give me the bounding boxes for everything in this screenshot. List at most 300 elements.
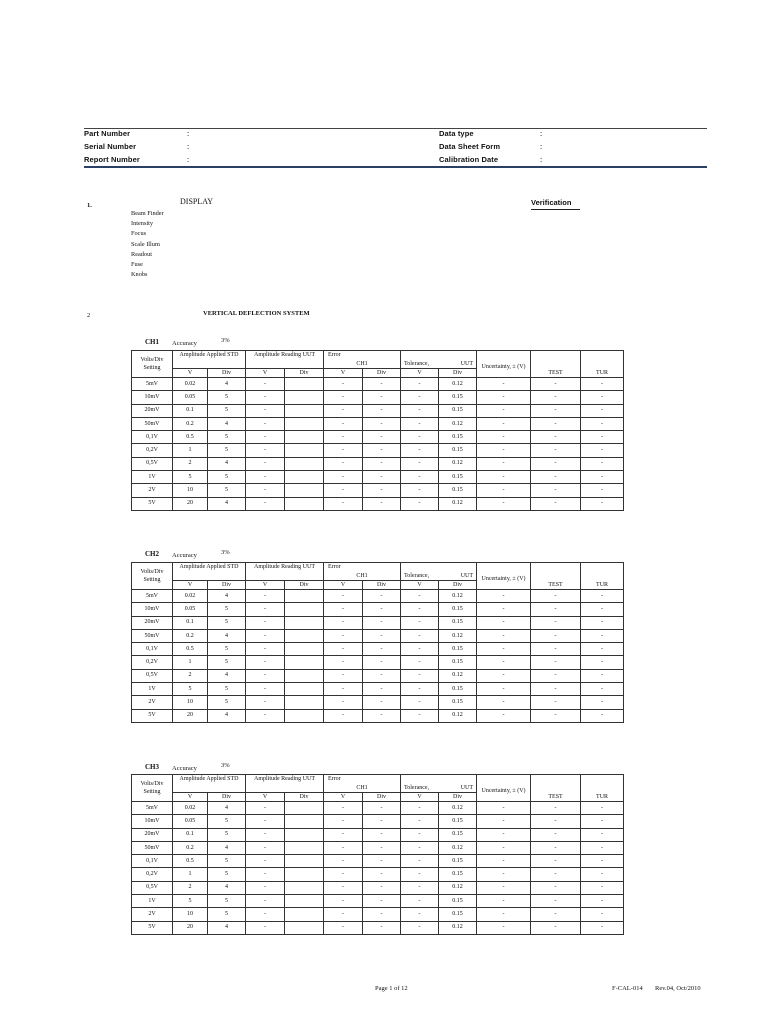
- table-cell: 4: [208, 709, 246, 722]
- table-cell: 5V: [132, 709, 173, 722]
- table-cell: 2V: [132, 908, 173, 921]
- table-cell: -: [581, 616, 624, 629]
- header-tur-blank: [581, 351, 624, 369]
- table-cell: -: [401, 921, 439, 934]
- table-cell: [285, 828, 324, 841]
- table-cell: [285, 855, 324, 868]
- table-cell: 0.15: [439, 603, 477, 616]
- table-cell: [285, 643, 324, 656]
- header-amplitude-reading: Amplitude Reading UUT: [246, 351, 324, 369]
- table-cell: -: [363, 643, 401, 656]
- table-cell: 0.12: [439, 921, 477, 934]
- table-cell: -: [477, 603, 531, 616]
- table-cell: 0.15: [439, 484, 477, 497]
- table-cell: 1: [173, 656, 208, 669]
- table-cell: -: [531, 444, 581, 457]
- table-cell: [285, 471, 324, 484]
- table-cell: 4: [208, 629, 246, 642]
- table-cell: 0.02: [173, 590, 208, 603]
- header-sub-div: Div: [439, 793, 477, 802]
- table-cell: -: [324, 616, 363, 629]
- table-cell: -: [246, 378, 285, 391]
- table-cell: -: [324, 431, 363, 444]
- part-number-colon: :: [187, 129, 190, 138]
- table-cell: 4: [208, 841, 246, 854]
- calibration-date-label: Calibration Date: [439, 155, 499, 164]
- table-cell: 5: [208, 815, 246, 828]
- table-cell: -: [324, 457, 363, 470]
- data-type-colon: :: [540, 129, 543, 138]
- table-cell: -: [401, 431, 439, 444]
- table-cell: -: [531, 855, 581, 868]
- table-cell: -: [363, 391, 401, 404]
- table-cell: -: [246, 815, 285, 828]
- table-cell: -: [324, 656, 363, 669]
- table-cell: -: [477, 457, 531, 470]
- table-cell: [285, 457, 324, 470]
- table-cell: [285, 841, 324, 854]
- table-row: [132, 696, 624, 709]
- header-error-channel: CH1: [356, 573, 368, 579]
- table-cell: 0,5V: [132, 457, 173, 470]
- header-volts-div: Volts/Div Setting: [132, 351, 173, 378]
- table-cell: 0.1: [173, 828, 208, 841]
- header-sub-div: Div: [363, 793, 401, 802]
- table-cell: 0,1V: [132, 431, 173, 444]
- table-row: [132, 629, 624, 642]
- header-tolerance-label: Tolerance,: [404, 361, 430, 367]
- table-row: [132, 921, 624, 934]
- table-row: [132, 828, 624, 841]
- table-cell: 10mV: [132, 603, 173, 616]
- table-cell: 5: [208, 868, 246, 881]
- table-cell: 2V: [132, 484, 173, 497]
- table-cell: -: [477, 895, 531, 908]
- header-amplitude-applied: Amplitude Applied STD: [173, 563, 246, 581]
- serial-number-label: Serial Number: [84, 142, 137, 151]
- table-cell: 0.12: [439, 709, 477, 722]
- table-cell: -: [401, 444, 439, 457]
- table-cell: -: [324, 828, 363, 841]
- table-cell: -: [581, 378, 624, 391]
- table-cell: [285, 497, 324, 510]
- table-cell: 4: [208, 669, 246, 682]
- table-cell: -: [477, 881, 531, 894]
- table-cell: -: [531, 431, 581, 444]
- table-cell: -: [246, 828, 285, 841]
- table-cell: -: [581, 590, 624, 603]
- table-cell: -: [401, 629, 439, 642]
- table-cell: -: [363, 378, 401, 391]
- table-cell: 0.12: [439, 378, 477, 391]
- table-cell: -: [531, 815, 581, 828]
- table-cell: -: [401, 457, 439, 470]
- channel-name: CH1: [145, 338, 159, 346]
- table-cell: [285, 696, 324, 709]
- table-cell: 0,5V: [132, 669, 173, 682]
- table-row: [132, 656, 624, 669]
- header-sub-v: V: [173, 369, 208, 378]
- table-cell: -: [401, 696, 439, 709]
- header-sub-div: Div: [285, 581, 324, 590]
- table-cell: 5: [173, 471, 208, 484]
- header-tolerance-uut: UUT: [460, 785, 474, 791]
- header-sub-v: V: [246, 369, 285, 378]
- table-cell: 5: [208, 484, 246, 497]
- table-cell: [285, 656, 324, 669]
- table-cell: -: [401, 895, 439, 908]
- table-cell: -: [477, 629, 531, 642]
- table-cell: -: [401, 908, 439, 921]
- table-cell: -: [531, 616, 581, 629]
- table-cell: -: [363, 444, 401, 457]
- table-cell: -: [477, 643, 531, 656]
- header-sub-div: Div: [208, 793, 246, 802]
- table-cell: 5mV: [132, 378, 173, 391]
- table-cell: -: [246, 802, 285, 815]
- table-cell: 0.12: [439, 457, 477, 470]
- table-cell: -: [531, 868, 581, 881]
- table-cell: -: [363, 404, 401, 417]
- header-uncertainty: Uncertainty, ± (V): [477, 775, 531, 802]
- table-cell: -: [531, 895, 581, 908]
- header-error-label: Error: [328, 564, 341, 570]
- table-cell: 0.15: [439, 444, 477, 457]
- header-error: [324, 563, 401, 581]
- table-cell: 0,5V: [132, 881, 173, 894]
- section2-title: VERTICAL DEFLECTION SYSTEM: [203, 310, 310, 317]
- table-cell: -: [324, 444, 363, 457]
- table-cell: -: [246, 841, 285, 854]
- table-cell: 10: [173, 908, 208, 921]
- table-cell: 5: [208, 643, 246, 656]
- calibration-table: [131, 774, 624, 935]
- header-tolerance: [401, 351, 477, 369]
- table-cell: -: [531, 696, 581, 709]
- table-cell: -: [401, 471, 439, 484]
- table-cell: 0,1V: [132, 643, 173, 656]
- table-row: [132, 497, 624, 510]
- revision: Rev.04, Oct/2010: [655, 985, 701, 992]
- table-cell: -: [531, 669, 581, 682]
- table-cell: 10: [173, 484, 208, 497]
- display-item: Focus: [131, 230, 147, 238]
- table-cell: 0.12: [439, 881, 477, 894]
- calibration-table: [131, 562, 624, 723]
- verification-label: Verification: [531, 198, 572, 207]
- header-uncertainty: Uncertainty, ± (V): [477, 351, 531, 378]
- table-cell: -: [581, 855, 624, 868]
- table-cell: -: [246, 471, 285, 484]
- table-cell: 5: [208, 656, 246, 669]
- table-cell: -: [324, 643, 363, 656]
- channel-name: CH3: [145, 763, 159, 771]
- header-tolerance: [401, 563, 477, 581]
- header-tolerance-label: Tolerance,: [404, 573, 430, 579]
- table-cell: 0.15: [439, 431, 477, 444]
- table-cell: [285, 404, 324, 417]
- table-cell: -: [401, 643, 439, 656]
- table-cell: -: [477, 431, 531, 444]
- table-cell: -: [246, 417, 285, 430]
- display-item: Intensity: [131, 220, 154, 228]
- table-cell: 0.15: [439, 815, 477, 828]
- table-cell: [285, 868, 324, 881]
- header-uncertainty: Uncertainty, ± (V): [477, 563, 531, 590]
- table-row: [132, 417, 624, 430]
- table-cell: -: [581, 841, 624, 854]
- table-row: [132, 590, 624, 603]
- table-cell: -: [477, 921, 531, 934]
- accuracy-label: Accuracy: [172, 765, 197, 772]
- table-cell: 20: [173, 497, 208, 510]
- table-cell: -: [363, 815, 401, 828]
- table-cell: -: [246, 908, 285, 921]
- table-cell: -: [324, 908, 363, 921]
- table-cell: 0.05: [173, 815, 208, 828]
- table-row: [132, 802, 624, 815]
- table-cell: -: [531, 709, 581, 722]
- table-row: [132, 855, 624, 868]
- table-cell: -: [363, 417, 401, 430]
- table-cell: 4: [208, 457, 246, 470]
- table-cell: -: [477, 471, 531, 484]
- display-item: Readout: [131, 250, 152, 258]
- table-cell: -: [363, 629, 401, 642]
- table-cell: 0.02: [173, 378, 208, 391]
- header-tur-blank: [581, 563, 624, 581]
- display-check-list: [131, 209, 164, 280]
- header-amplitude-applied: Amplitude Applied STD: [173, 775, 246, 793]
- part-number-label: Part Number: [84, 129, 131, 138]
- table-cell: -: [531, 908, 581, 921]
- table-cell: -: [401, 391, 439, 404]
- table-cell: -: [581, 417, 624, 430]
- header-top-rule: [84, 128, 707, 129]
- table-cell: -: [246, 404, 285, 417]
- table-cell: 0.05: [173, 391, 208, 404]
- table-row: [132, 868, 624, 881]
- table-cell: 0.12: [439, 417, 477, 430]
- table-cell: 5V: [132, 921, 173, 934]
- table-cell: 50mV: [132, 841, 173, 854]
- table-cell: -: [401, 404, 439, 417]
- header-sub-v: V: [246, 581, 285, 590]
- table-cell: -: [581, 709, 624, 722]
- table-cell: -: [581, 484, 624, 497]
- table-cell: 0.2: [173, 841, 208, 854]
- table-cell: -: [531, 378, 581, 391]
- header-sub-div: Div: [363, 369, 401, 378]
- data-sheet-form-label: Data Sheet Form: [439, 142, 501, 151]
- table-row: [132, 616, 624, 629]
- table-cell: -: [581, 802, 624, 815]
- header-tolerance-uut: UUT: [460, 573, 474, 579]
- table-cell: -: [324, 868, 363, 881]
- table-cell: -: [581, 696, 624, 709]
- table-cell: [285, 709, 324, 722]
- table-cell: 1V: [132, 895, 173, 908]
- table-cell: 0.15: [439, 908, 477, 921]
- table-cell: -: [401, 841, 439, 854]
- table-cell: -: [363, 683, 401, 696]
- table-cell: 5mV: [132, 590, 173, 603]
- header-error: [324, 351, 401, 369]
- table-row: [132, 908, 624, 921]
- table-cell: -: [401, 855, 439, 868]
- table-cell: -: [363, 696, 401, 709]
- display-item: Knobs: [131, 271, 148, 279]
- table-cell: -: [246, 643, 285, 656]
- table-cell: -: [581, 431, 624, 444]
- header-volts-div: Volts/Div Setting: [132, 775, 173, 802]
- section1-title: DISPLAY: [180, 197, 214, 206]
- table-cell: -: [581, 391, 624, 404]
- table-cell: -: [363, 590, 401, 603]
- table-cell: -: [477, 696, 531, 709]
- table-cell: 4: [208, 802, 246, 815]
- data-type-label: Data type: [439, 129, 474, 138]
- table-cell: 4: [208, 497, 246, 510]
- table-cell: -: [401, 616, 439, 629]
- table-cell: -: [477, 378, 531, 391]
- table-cell: [285, 669, 324, 682]
- table-cell: -: [477, 855, 531, 868]
- table-cell: -: [401, 802, 439, 815]
- header-test: TEST: [531, 793, 581, 802]
- display-item: Beam Finder: [131, 210, 164, 217]
- section1-number: 1.: [87, 202, 92, 209]
- header-sub-div: Div: [439, 581, 477, 590]
- table-cell: [285, 881, 324, 894]
- table-cell: -: [324, 590, 363, 603]
- table-cell: -: [401, 881, 439, 894]
- header-error-label: Error: [328, 776, 341, 782]
- table-cell: -: [477, 590, 531, 603]
- table-cell: 0.15: [439, 471, 477, 484]
- calibration-date-colon: :: [540, 155, 543, 164]
- table-cell: -: [477, 616, 531, 629]
- table-cell: -: [324, 895, 363, 908]
- table-cell: -: [477, 497, 531, 510]
- table-cell: 0.15: [439, 616, 477, 629]
- table-cell: -: [401, 669, 439, 682]
- table-cell: -: [581, 404, 624, 417]
- table-cell: 0,2V: [132, 444, 173, 457]
- table-cell: -: [531, 391, 581, 404]
- table-cell: 5: [208, 404, 246, 417]
- table-cell: [285, 417, 324, 430]
- table-cell: 20mV: [132, 616, 173, 629]
- table-cell: 2: [173, 669, 208, 682]
- table-cell: [285, 921, 324, 934]
- table-cell: 2: [173, 457, 208, 470]
- table-cell: [285, 802, 324, 815]
- table-cell: -: [246, 656, 285, 669]
- table-cell: -: [363, 484, 401, 497]
- header-sub-v: V: [401, 793, 439, 802]
- table-cell: -: [531, 683, 581, 696]
- table-cell: 0.15: [439, 828, 477, 841]
- table-cell: 10: [173, 696, 208, 709]
- table-cell: 0.2: [173, 629, 208, 642]
- header-sub-div: Div: [285, 793, 324, 802]
- table-cell: -: [581, 656, 624, 669]
- table-cell: [285, 616, 324, 629]
- table-cell: -: [477, 815, 531, 828]
- table-cell: 5: [208, 431, 246, 444]
- table-row: [132, 471, 624, 484]
- table-cell: 5: [208, 603, 246, 616]
- header-sub-v: V: [246, 793, 285, 802]
- table-cell: -: [581, 921, 624, 934]
- header-tur: TUR: [581, 793, 624, 802]
- table-cell: -: [363, 709, 401, 722]
- table-cell: 0.15: [439, 643, 477, 656]
- table-cell: [285, 603, 324, 616]
- table-cell: -: [581, 497, 624, 510]
- table-cell: -: [477, 404, 531, 417]
- table-cell: 20: [173, 921, 208, 934]
- table-cell: 0,2V: [132, 656, 173, 669]
- table-cell: -: [477, 656, 531, 669]
- table-cell: -: [401, 709, 439, 722]
- table-cell: -: [324, 696, 363, 709]
- table-cell: -: [246, 484, 285, 497]
- table-row: [132, 643, 624, 656]
- table-cell: 0.5: [173, 855, 208, 868]
- table-cell: 1V: [132, 683, 173, 696]
- data-sheet-form-colon: :: [540, 142, 543, 151]
- table-cell: 0.12: [439, 669, 477, 682]
- table-cell: -: [324, 683, 363, 696]
- table-cell: -: [324, 855, 363, 868]
- table-row: [132, 895, 624, 908]
- table-cell: 5: [208, 391, 246, 404]
- header-amplitude-applied: Amplitude Applied STD: [173, 351, 246, 369]
- table-cell: -: [531, 921, 581, 934]
- table-cell: 5: [208, 895, 246, 908]
- header-test-blank: [531, 775, 581, 793]
- table-cell: 0.02: [173, 802, 208, 815]
- header-sub-div: Div: [208, 369, 246, 378]
- header-tolerance-label: Tolerance,: [404, 785, 430, 791]
- header-error-channel: CH1: [356, 361, 368, 367]
- table-cell: -: [477, 444, 531, 457]
- table-cell: 1V: [132, 471, 173, 484]
- table-cell: -: [363, 603, 401, 616]
- table-cell: -: [246, 431, 285, 444]
- table-cell: 0.15: [439, 391, 477, 404]
- table-cell: -: [363, 841, 401, 854]
- table-row: [132, 404, 624, 417]
- table-cell: -: [477, 828, 531, 841]
- table-cell: -: [477, 802, 531, 815]
- header-sub-v: V: [324, 793, 363, 802]
- table-cell: -: [477, 908, 531, 921]
- table-cell: 0,2V: [132, 868, 173, 881]
- table-cell: -: [531, 497, 581, 510]
- table-cell: -: [477, 417, 531, 430]
- table-cell: [285, 683, 324, 696]
- table-cell: [285, 629, 324, 642]
- table-cell: 4: [208, 921, 246, 934]
- table-cell: -: [246, 457, 285, 470]
- header-test-blank: [531, 351, 581, 369]
- header-tur: TUR: [581, 581, 624, 590]
- report-number-label: Report Number: [84, 155, 140, 164]
- table-row: [132, 444, 624, 457]
